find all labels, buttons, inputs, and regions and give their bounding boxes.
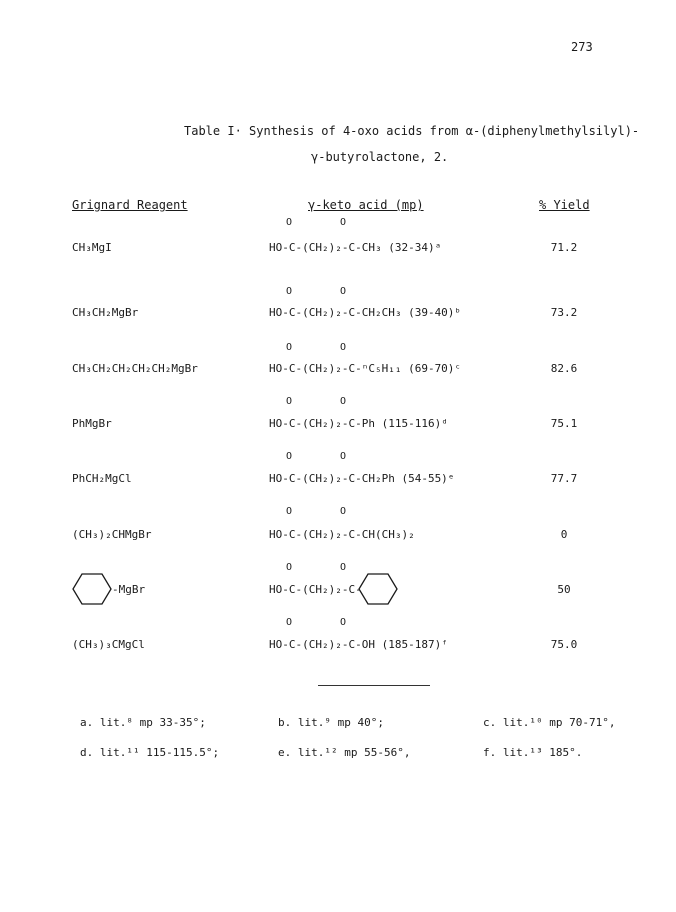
yield-value: 75.0 bbox=[550, 638, 578, 651]
header-yield: % Yield bbox=[539, 198, 590, 212]
footnote-f: f. lit.¹³ 185°. bbox=[483, 746, 583, 759]
footnote-b: b. lit.⁹ mp 40°; bbox=[278, 716, 384, 729]
yield-value: 77.7 bbox=[550, 472, 578, 485]
footnote-d: d. lit.¹¹ 115-115.5°; bbox=[80, 746, 220, 759]
keto-acid: HO-C-(CH₂)₂-C-CH₂Ph (54-55)ᵉ bbox=[269, 472, 455, 485]
grignard-reagent: -MgBr bbox=[112, 583, 146, 596]
yield-value: 82.6 bbox=[550, 362, 578, 375]
grignard-reagent: PhCH₂MgCl bbox=[72, 472, 132, 485]
keto-acid: HO-C-(CH₂)₂-C-CH₂CH₃ (39-40)ᵇ bbox=[269, 306, 462, 319]
footnote-divider bbox=[318, 685, 430, 686]
carbonyl-oxygen: O bbox=[340, 396, 347, 407]
cyclohexyl-ring-icon bbox=[72, 572, 112, 606]
carbonyl-oxygen: O bbox=[340, 286, 347, 297]
carbonyl-oxygen: O bbox=[340, 342, 347, 353]
table-title-continued: γ-butyrolactone, 2. bbox=[311, 150, 449, 164]
carbonyl-oxygen: O bbox=[286, 617, 293, 628]
table-title: Table I· Synthesis of 4-oxo acids from α-(diphenylmethylsilyl)- bbox=[184, 124, 640, 138]
grignard-reagent: PhMgBr bbox=[72, 417, 112, 430]
keto-acid: HO-C-(CH₂)₂-C- bbox=[269, 583, 362, 596]
carbonyl-oxygen: O bbox=[286, 396, 293, 407]
carbonyl-oxygen: O bbox=[286, 342, 293, 353]
grignard-reagent: (CH₃)₃CMgCl bbox=[72, 638, 145, 651]
page-number: 273 bbox=[571, 40, 593, 54]
carbonyl-oxygen: O bbox=[340, 217, 347, 228]
carbonyl-oxygen: O bbox=[340, 506, 347, 517]
carbonyl-oxygen: O bbox=[286, 506, 293, 517]
footnote-e: e. lit.¹² mp 55-56°, bbox=[278, 746, 411, 759]
footnote-a: a. lit.⁸ mp 33-35°; bbox=[80, 716, 206, 729]
carbonyl-oxygen: O bbox=[286, 286, 293, 297]
footnote-c: c. lit.¹⁰ mp 70-71°, bbox=[483, 716, 616, 729]
yield-value: 0 bbox=[560, 528, 568, 541]
header-grignard-reagent: Grignard Reagent bbox=[72, 198, 188, 212]
carbonyl-oxygen: O bbox=[340, 451, 347, 462]
carbonyl-oxygen: O bbox=[286, 562, 293, 573]
yield-value: 75.1 bbox=[550, 417, 578, 430]
grignard-reagent: CH₃CH₂CH₂CH₂CH₂MgBr bbox=[72, 362, 198, 375]
grignard-reagent: CH₃MgI bbox=[72, 241, 112, 254]
carbonyl-oxygen: O bbox=[286, 217, 293, 228]
keto-acid: HO-C-(CH₂)₂-C-CH(CH₃)₂ bbox=[269, 528, 415, 541]
yield-value: 71.2 bbox=[550, 241, 578, 254]
keto-acid: HO-C-(CH₂)₂-C-Ph (115-116)ᵈ bbox=[269, 417, 448, 430]
keto-acid: HO-C-(CH₂)₂-C-ⁿC₅H₁₁ (69-70)ᶜ bbox=[269, 362, 462, 375]
grignard-reagent: (CH₃)₂CHMgBr bbox=[72, 528, 152, 541]
cyclohexyl-ring-icon bbox=[358, 572, 398, 606]
yield-value: 73.2 bbox=[550, 306, 578, 319]
carbonyl-oxygen: O bbox=[340, 562, 347, 573]
header-keto-acid: γ-keto acid (mp) bbox=[308, 198, 424, 212]
keto-acid: HO-C-(CH₂)₂-C-OH (185-187)ᶠ bbox=[269, 638, 448, 651]
keto-acid: HO-C-(CH₂)₂-C-CH₃ (32-34)ᵃ bbox=[269, 241, 442, 254]
carbonyl-oxygen: O bbox=[340, 617, 347, 628]
yield-value: 50 bbox=[557, 583, 571, 596]
grignard-reagent: CH₃CH₂MgBr bbox=[72, 306, 139, 319]
carbonyl-oxygen: O bbox=[286, 451, 293, 462]
